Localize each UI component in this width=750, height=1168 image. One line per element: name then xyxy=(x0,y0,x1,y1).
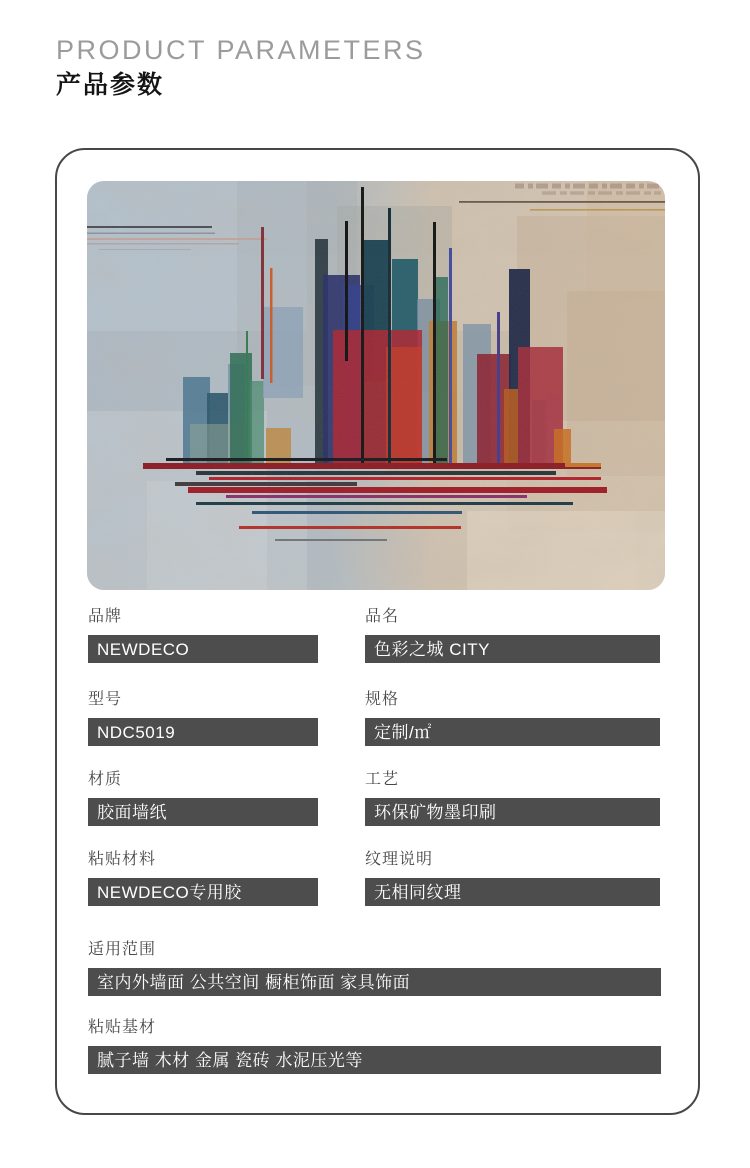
field-spec-value: 定制/㎡ xyxy=(365,718,660,746)
field-material-value: 胶面墙纸 xyxy=(88,798,318,826)
city-skyline-graphic xyxy=(87,181,665,590)
field-craft-label: 工艺 xyxy=(365,771,400,788)
field-spec-label: 规格 xyxy=(365,691,400,708)
field-craft-value: 环保矿物墨印刷 xyxy=(365,798,660,826)
page-title-chinese: 产品参数 xyxy=(56,71,165,99)
field-spec xyxy=(365,690,660,746)
field-adhesive-material xyxy=(88,850,318,906)
page-title-english: PRODUCT PARAMETERS xyxy=(56,35,426,65)
field-application-scope-value: 室内外墙面 公共空间 橱柜饰面 家具饰面 xyxy=(88,968,661,996)
field-texture-note xyxy=(365,850,660,906)
field-product-name xyxy=(365,607,660,663)
field-model xyxy=(88,690,318,746)
field-product-name-value: 色彩之城 CITY xyxy=(365,635,660,663)
field-texture-note-label: 纹理说明 xyxy=(365,851,434,868)
field-brand xyxy=(88,607,318,663)
field-texture-note-value: 无相同纹理 xyxy=(365,878,660,906)
field-product-name-label: 品名 xyxy=(365,608,400,625)
field-application-scope xyxy=(88,940,661,996)
field-material xyxy=(88,770,318,826)
field-model-label: 型号 xyxy=(88,691,123,708)
field-craft xyxy=(365,770,660,826)
field-model-value: NDC5019 xyxy=(88,718,318,746)
field-substrate-label: 粘贴基材 xyxy=(88,1019,157,1036)
field-adhesive-material-label: 粘贴材料 xyxy=(88,851,157,868)
field-material-label: 材质 xyxy=(88,771,123,788)
field-substrate xyxy=(88,1018,661,1074)
field-brand-label: 品牌 xyxy=(88,608,123,625)
product-image xyxy=(87,181,665,590)
field-adhesive-material-value: NEWDECO专用胶 xyxy=(88,878,318,906)
field-brand-value: NEWDECO xyxy=(88,635,318,663)
field-application-scope-label: 适用范围 xyxy=(88,941,157,958)
field-substrate-value: 腻子墙 木材 金属 瓷砖 水泥压光等 xyxy=(88,1046,661,1074)
